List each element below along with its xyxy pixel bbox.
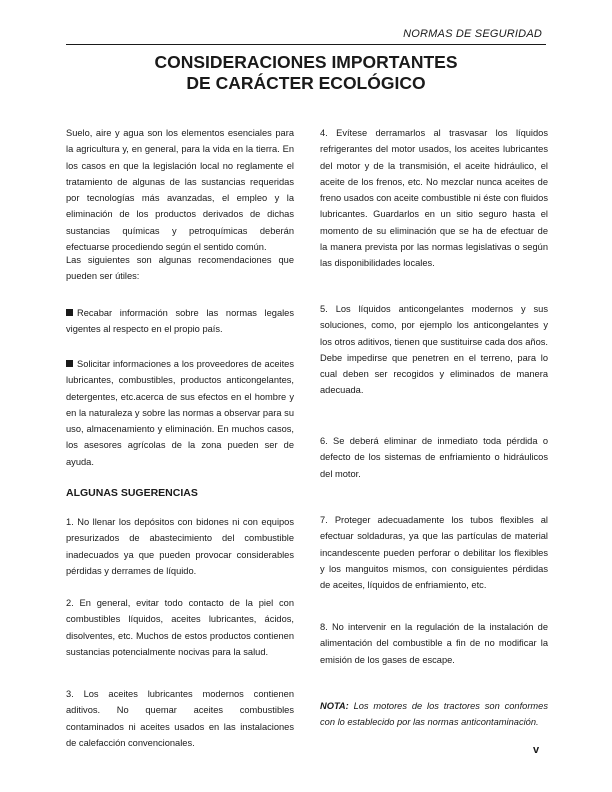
suggestion-text: 2. En general, evitar todo contacto de la piel con combustibles líquidos, aceites lubricantes, ácidos, disolventes, etc. Muchos de estos productos contienen sustancias potencialmente nocivas para la salud. (66, 598, 294, 657)
suggestion-text: 1. No llenar los depósitos con bidones ni con equipos presurizados de abastecimiento del combustible inadecuados ya que pueden provocar considerables pérdidas y derrames de líquido. (66, 517, 294, 576)
note-text: Los motores de los tractores son conformes con lo establecido por las normas anticontaminación. (320, 701, 548, 728)
suggestion-item (66, 514, 294, 579)
suggestion-text: 6. Se deberá eliminar de inmediato toda pérdida o defecto de los sistemas de enfriamiento o hidráulicos del motor. (320, 436, 548, 479)
page-number: v (533, 744, 540, 756)
note (320, 698, 548, 731)
bullet-item (66, 356, 294, 470)
page-title-line-2: DE CARÁCTER ECOLÓGICO (186, 73, 426, 93)
suggestion-item (66, 595, 294, 660)
suggestion-text: 4. Evítese derramarlos al trasvasar los líquidos refrigerantes del motor usados, los aceites lubricantes del motor y de la transmisión, el aceite hidráulico, el aceite de los frenos, etc. No mezclar nunca aceites de freno usados con aceite combustible ni éste con fluidos lubricantes. Guardarlos en un sitio seguro hasta el momento de su eliminación que se ha de efectuar de la manera prevista por las normas legislativas o según las disponibilidades locales. (320, 128, 548, 269)
suggestion-text: 3. Los aceites lubricantes modernos contienen aditivos. No quemar aceites combustibles contaminados ni aceites usados en las instalaciones de calefacción convencionales. (66, 689, 294, 748)
intro-paragraph (66, 125, 294, 255)
suggestion-item (66, 686, 294, 751)
square-bullet-icon (66, 309, 73, 316)
square-bullet-icon (66, 360, 73, 367)
suggestion-text: 5. Los líquidos anticongelantes modernos y sus soluciones, como, por ejemplo los anticongelantes y los otros aditivos, tienen que sustituirse cada dos años. Debe impedirse que penetren en el terreno, para lo cual deben ser recogidos y eliminados de manera adecuada. (320, 304, 548, 396)
intro-text: Suelo, aire y agua son los elementos esenciales para la agricultura y, en general, para la vida en la tierra. En los casos en que la legislación local no reglamente el tratamiento de algunas de las sustancias requeridas por tecnologías más avanzadas, el empleo y la eliminación de los productos derivados de dichas sustancias químicas y petroquímicas deberán efectuarse procediendo según el sentido común. (66, 128, 294, 253)
bullet-item (66, 305, 294, 338)
suggestion-item (320, 619, 548, 668)
page-title (0, 52, 612, 94)
page-title-line-1: CONSIDERACIONES IMPORTANTES (154, 52, 458, 72)
suggestion-item (320, 433, 548, 482)
note-label: NOTA: (320, 701, 349, 711)
suggestion-item (320, 512, 548, 593)
suggestion-item (320, 125, 548, 272)
section-title: NORMAS DE SEGURIDAD (403, 28, 542, 40)
bullet-text: Recabar información sobre las normas legales vigentes al respecto en el propio país. (66, 308, 294, 335)
bullet-text: Solicitar informaciones a los proveedores de aceites lubricantes, combustibles, productos anticongelantes, detergentes, etc.acerca de sus efectos en el hombre y en la naturaleza y sobre las normas a observar para su uso, almacenamiento y eliminación. En muchos casos, los asesores agrícolas de la zona pueden ser de ayuda. (66, 359, 294, 467)
suggestion-text: 8. No intervenir en la regulación de la instalación de alimentación del combustible a fin de no modificar la emisión de los gases de escape. (320, 622, 548, 665)
subheading: ALGUNAS SUGERENCIAS (66, 487, 198, 499)
suggestion-item (320, 301, 548, 399)
recommendations-intro-text: Las siguientes son algunas recomendaciones que pueden ser útiles: (66, 255, 294, 282)
recommendations-intro (66, 252, 294, 285)
page-header (66, 24, 546, 45)
suggestion-text: 7. Proteger adecuadamente los tubos flexibles al efectuar soldaduras, ya que las partículas de material incandescente pueden perforar o debilitar los flexibles y los manguitos mismos, con consiguientes pérdidas de aceites, líquidos de enfriamiento, etc. (320, 515, 548, 591)
